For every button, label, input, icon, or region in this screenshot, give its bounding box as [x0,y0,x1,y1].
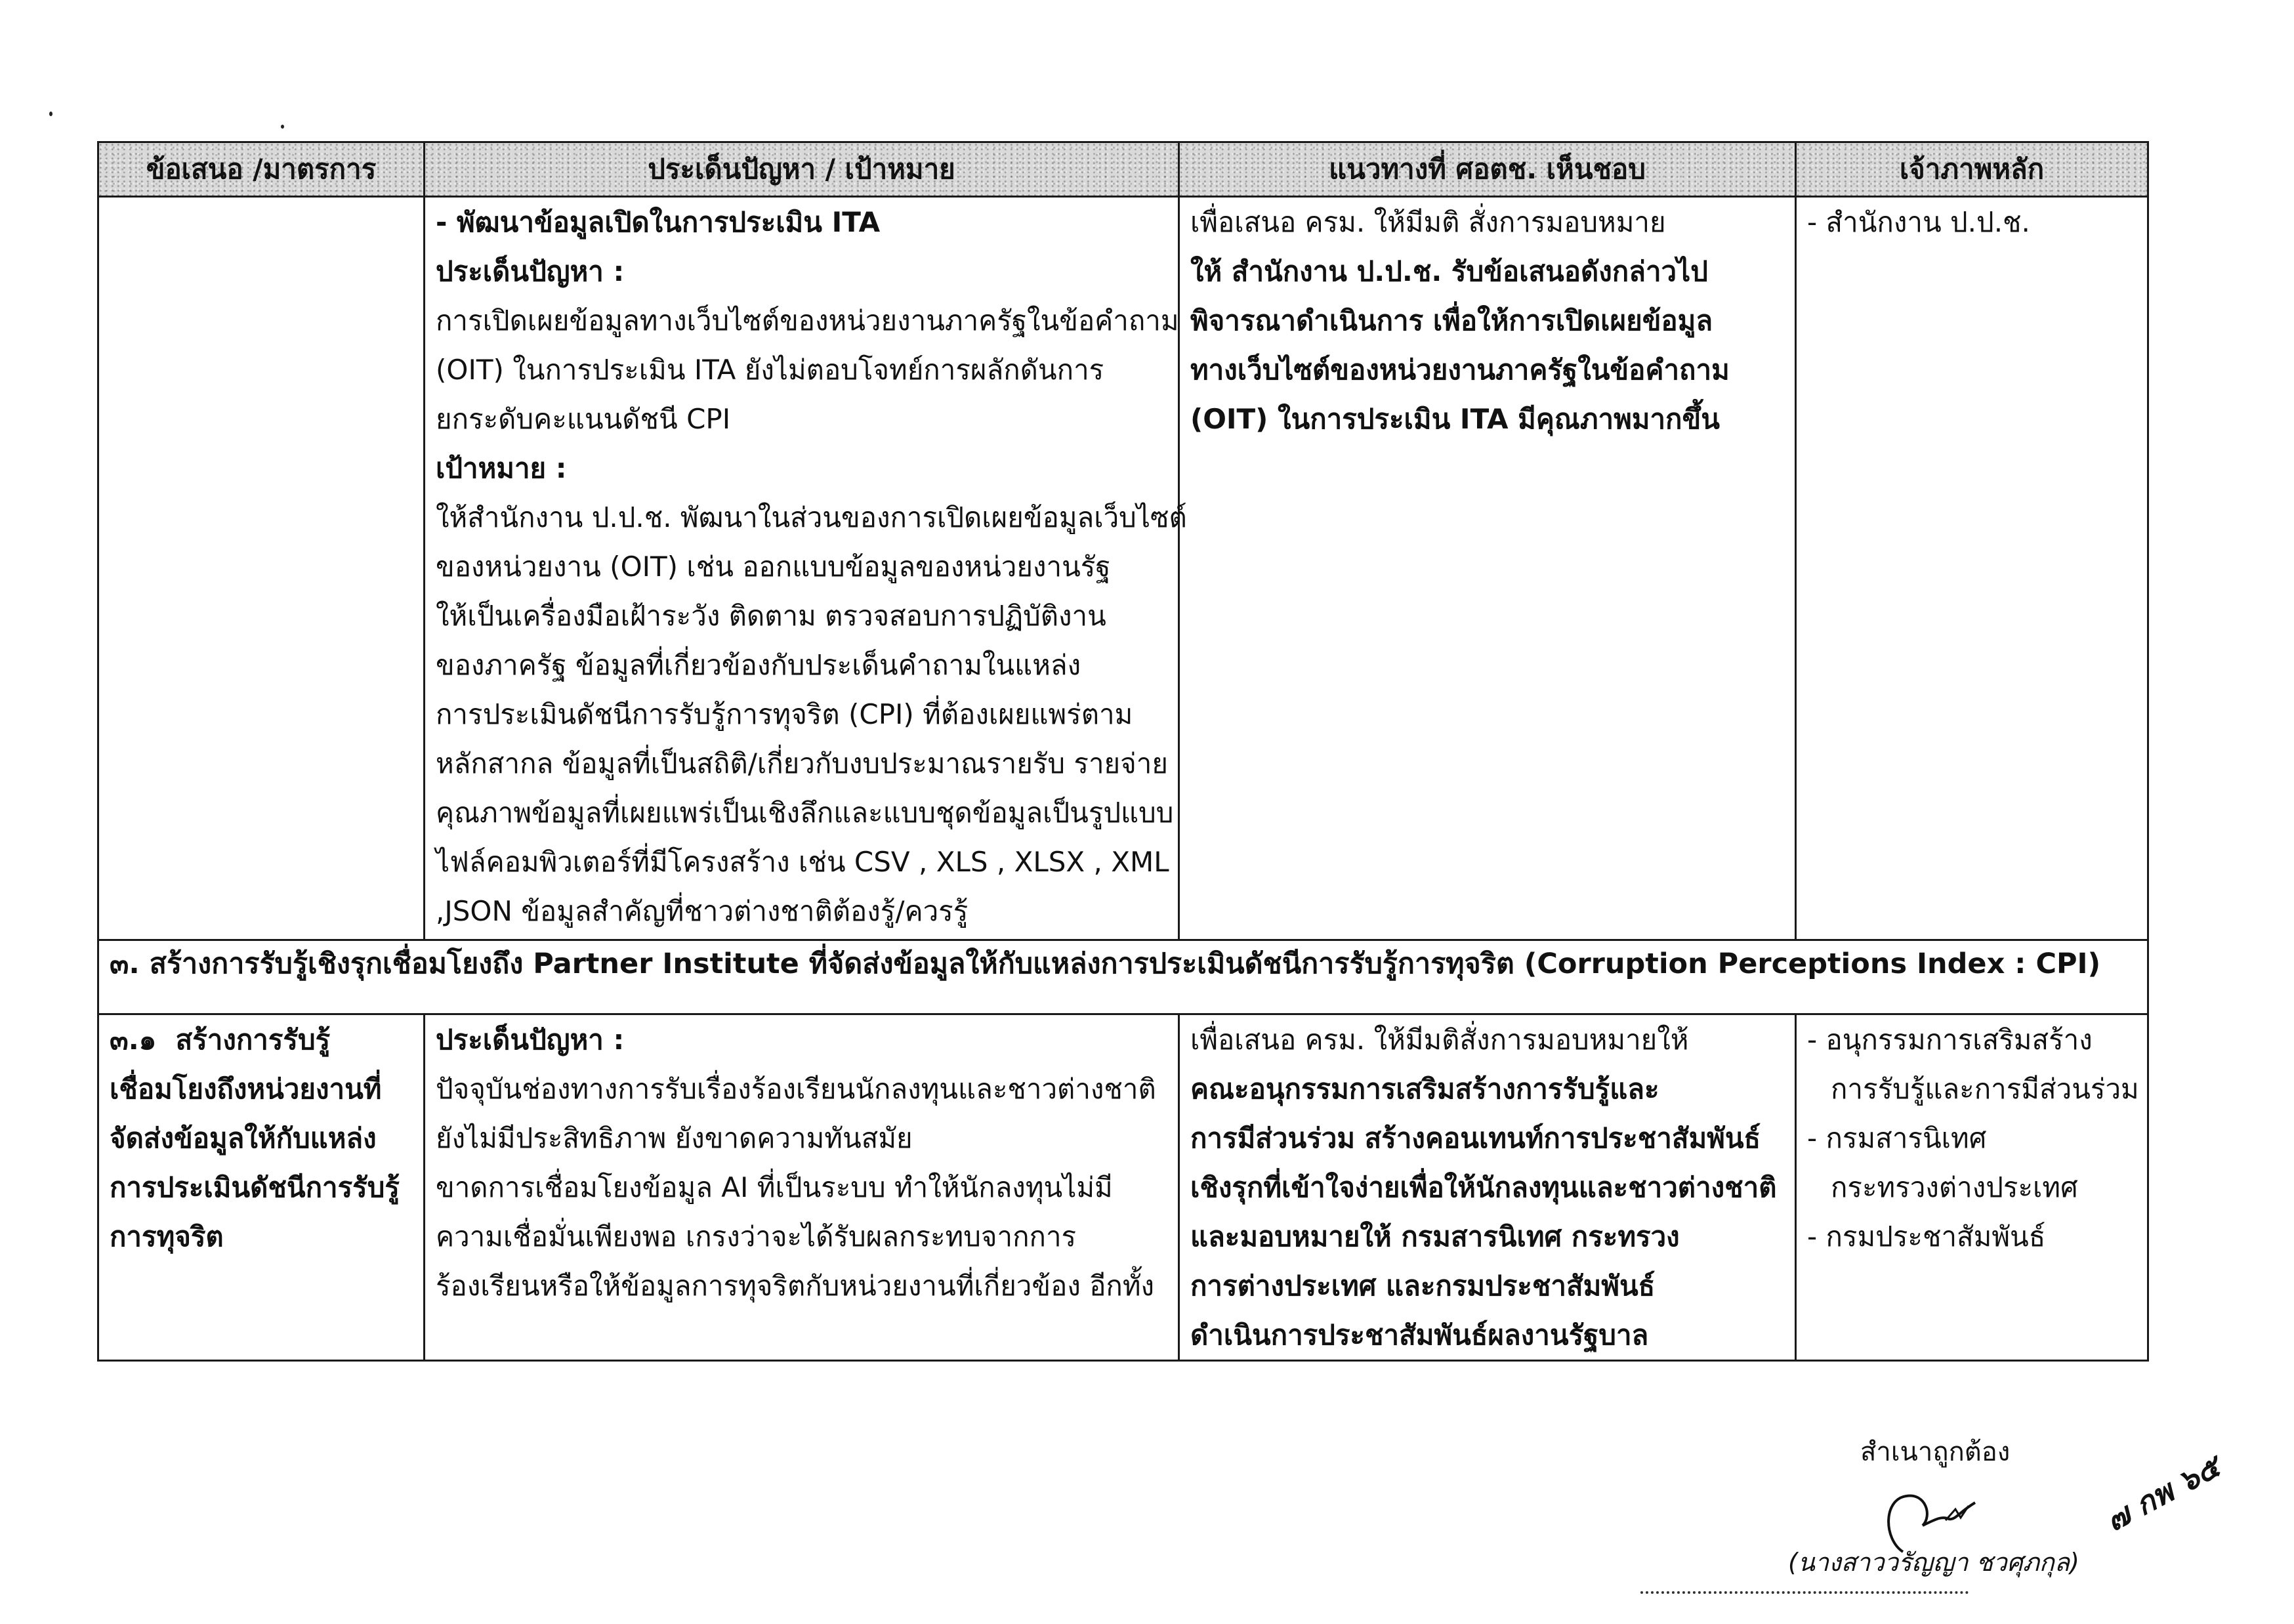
goal-line: การประเมินดัชนีการรับรู้การทุจริต (CPI) ที่ต้องเผยแพร่ตาม [436,698,1133,730]
owner-line: - กรมสารนิเทศ [1807,1122,1987,1154]
issue-line: การเปิดเผยข้อมูลทางเว็บไซต์ของหน่วยงานภาครัฐในข้อคำถาม [436,304,1179,337]
owner-line: กระทรวงต่างประเทศ [1831,1171,2078,1203]
goal-line: ไฟล์คอมพิวเตอร์ที่มีโครงสร้าง เช่น CSV , XLS , XLSX , XML [436,846,1169,878]
goal-line: ให้เป็นเครื่องมือเฝ้าระวัง ติดตาม ตรวจสอบการปฏิบัติงาน [436,600,1106,632]
approach-line: (OIT) ในการประเมิน ITA มีคุณภาพมากขึ้น [1190,403,1720,435]
row1-owner-cell [1796,197,2148,940]
issue-line: ความเชื่อมั่นเพียงพอ เกรงว่าจะได้รับผลกระทบจากการ [436,1220,1077,1253]
approach-line: คณะอนุกรรมการเสริมสร้างการรับรู้และ [1190,1073,1659,1105]
scan-speck [281,125,284,129]
scan-speck [49,112,52,116]
issue-line: ยังไม่มีประสิทธิภาพ ยังขาดความทันสมัย [436,1122,913,1154]
row31-owner-cell [1796,1014,2148,1361]
owner-line: - กรมประชาสัมพันธ์ [1807,1220,2046,1253]
goal-label: เป้าหมาย : [436,452,567,484]
handwritten-date: ๗ กพ ๖๕ [2099,1448,2226,1539]
owner-line: - อนุกรรมการเสริมสร้าง [1807,1024,2093,1056]
owner-line: - สำนักงาน ป.ป.ช. [1807,206,2030,238]
header-measure: ข้อเสนอ /มาตรการ [98,142,425,197]
section-row [98,940,2148,1014]
table-header-row [98,142,2148,197]
certified-copy-label: สำเนาถูกต้อง [1860,1437,2011,1467]
measure-line: จัดส่งข้อมูลให้กับแหล่ง [110,1122,377,1154]
goal-line: ของหน่วยงาน (OIT) เช่น ออกแบบข้อมูลของหน่วยงานรัฐ [436,551,1111,583]
row31-issue-cell [425,1014,1179,1361]
header-issue-goal: ประเด็นปัญหา / เป้าหมาย [425,142,1179,197]
goal-line: ,JSON ข้อมูลสำคัญที่ชาวต่างชาติต้องรู้/ควรรู้ [436,895,969,927]
table-row [98,197,2148,940]
goal-line: คุณภาพข้อมูลที่เผยแพร่เป็นเชิงลึกและแบบชุดข้อมูลเป็นรูปแบบ [436,797,1174,829]
row1-approach-cell [1179,197,1796,940]
goal-line: ของภาครัฐ ข้อมูลที่เกี่ยวข้องกับประเด็นคำถามในแหล่ง [436,649,1081,681]
issue-line: ปัจจุบันช่องทางการรับเรื่องร้องเรียนนักลงทุนและชาวต่างชาติ [436,1073,1156,1105]
measure-line: เชื่อมโยงถึงหน่วยงานที่ [110,1073,382,1105]
issue-line: ขาดการเชื่อมโยงข้อมูล AI ที่เป็นระบบ ทำให้นักลงทุนไม่มี [436,1171,1113,1203]
approach-line: การต่างประเทศ และกรมประชาสัมพันธ์ [1190,1270,1656,1302]
issue-line: - พัฒนาข้อมูลเปิดในการประเมิน ITA [436,206,881,238]
goal-line: ให้สำนักงาน ป.ป.ช. พัฒนาในส่วนของการเปิดเผยข้อมูลเว็บไซต์ [436,501,1187,533]
approach-line: พิจารณาดำเนินการ เพื่อให้การเปิดเผยข้อมูล [1190,304,1713,337]
measure-line: ๓.๑ สร้างการรับรู้ [110,1024,331,1056]
goal-line: หลักสากล ข้อมูลที่เป็นสถิติ/เกี่ยวกับงบประมาณรายรับ รายจ่าย [436,747,1168,780]
approach-line: และมอบหมายให้ กรมสารนิเทศ กระทรวง [1190,1220,1680,1253]
row31-approach-cell [1179,1014,1796,1361]
issue-line: (OIT) ในการประเมิน ITA ยังไม่ตอบโจทย์การผลักดันการ [436,354,1104,386]
owner-line: การรับรู้และการมีส่วนร่วม [1831,1073,2139,1105]
header-main-owner: เจ้าภาพหลัก [1796,142,2148,197]
approach-line: เชิงรุกที่เข้าใจง่ายเพื่อให้นักลงทุนและชาวต่างชาติ [1190,1171,1777,1203]
row1-measure-cell [98,197,425,940]
issue-label: ประเด็นปัญหา : [436,255,625,287]
signer-name: (นางสาววรัญญา ชวศุภกุล) [1788,1548,2079,1577]
position-line [1640,1591,1969,1594]
approach-line: ให้ สำนักงาน ป.ป.ช. รับข้อเสนอดังกล่าวไป [1190,255,1708,287]
approach-line: เพื่อเสนอ ครม. ให้มีมติสั่งการมอบหมายให้ [1190,1024,1689,1056]
header-approved-approach: แนวทางที่ ศอตช. เห็นชอบ [1179,142,1796,197]
issue-line: ยกระดับคะแนนดัชนี CPI [436,403,731,435]
approach-line: ทางเว็บไซต์ของหน่วยงานภาครัฐในข้อคำถาม [1190,354,1730,386]
proposal-table [97,141,2149,1362]
approach-line: ดำเนินการประชาสัมพันธ์ผลงานรัฐบาล [1190,1319,1649,1351]
row31-measure-cell [98,1014,425,1361]
approach-line: การมีส่วนร่วม สร้างคอนเทนท์การประชาสัมพันธ์ [1190,1122,1761,1154]
section-3-title: ๓. สร้างการรับรู้เชิงรุกเชื่อมโยงถึง Partner Institute ที่จัดส่งข้อมูลให้กับแหล่งการประเมินดัชนีการรับรู้การทุจริต (Corruption Perceptions Index : CPI) [98,940,2148,1014]
approach-line: เพื่อเสนอ ครม. ให้มีมติ สั่งการมอบหมาย [1190,206,1666,238]
measure-line: การประเมินดัชนีการรับรู้ [110,1171,400,1203]
issue-line: ร้องเรียนหรือให้ข้อมูลการทุจริตกับหน่วยงานที่เกี่ยวข้อง อีกทั้ง [436,1270,1155,1302]
table-row [98,1014,2148,1361]
issue-label: ประเด็นปัญหา : [436,1024,625,1056]
row1-issue-cell [425,197,1187,940]
measure-line: การทุจริต [110,1220,224,1253]
